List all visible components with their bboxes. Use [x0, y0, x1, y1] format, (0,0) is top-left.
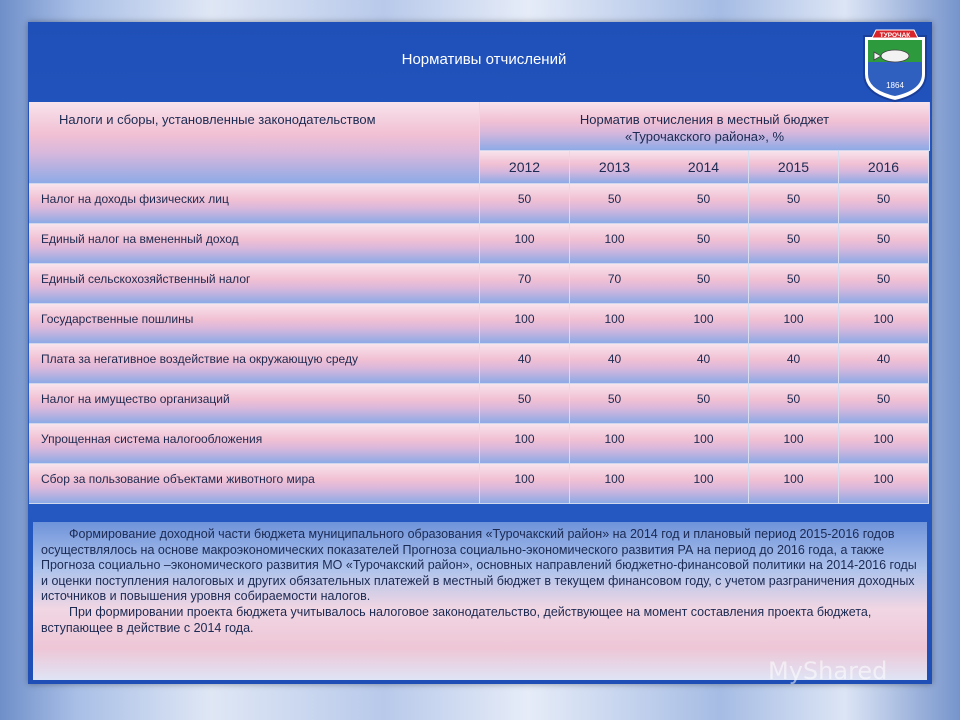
- emblem-banner-text: ТУРОЧАК: [879, 32, 911, 39]
- table-cell-value: 100: [659, 464, 749, 504]
- coat-of-arms-icon: [854, 22, 936, 102]
- table-cell-value: 100: [749, 464, 839, 504]
- year-header-2016: 2016: [839, 151, 929, 184]
- year-header-2013: 2013: [570, 151, 660, 184]
- table-cell-value: 100: [480, 424, 570, 464]
- table-cell-value: 100: [839, 304, 929, 344]
- table-row-label: Единый налог на вмененный доход: [29, 224, 480, 264]
- table-cell-value: 50: [659, 384, 749, 424]
- emblem-year-text: 1864: [886, 81, 904, 90]
- slide-title: Нормативы отчислений: [401, 51, 567, 68]
- table-cell-value: 100: [839, 424, 929, 464]
- table-cell-value: 50: [480, 184, 570, 224]
- table-cell-value: 50: [570, 184, 660, 224]
- table-cell-value: 100: [659, 424, 749, 464]
- table-cell-value: 50: [749, 224, 839, 264]
- watermark-text: MyShared: [768, 657, 888, 685]
- column-header-normative-line1: Норматив отчисления в местный бюджет: [579, 112, 830, 127]
- table-cell-value: 100: [839, 464, 929, 504]
- table-cell-value: 50: [480, 384, 570, 424]
- table-cell-value: 50: [659, 264, 749, 304]
- year-header-2012: 2012: [480, 151, 570, 184]
- table-row-label: Налог на доходы физических лиц: [29, 184, 480, 224]
- table-row-label: Налог на имущество организаций: [29, 384, 480, 424]
- description-paragraph-1: Формирование доходной части бюджета муниципального образования «Турочакский район» на 2014 год и плановый период 2015-2016 годов осуществлялось на основе макроэкономических показателей Прогноза социально-экономического развития РА на период до 2016 года, а также Прогноза социально –экономического развития МО «Турочакский район», основных направлений бюджетно-финансовой политики на 2014-2016 годы и оценки поступления налоговых и других обязательных платежей в местный бюджет в текущем финансовом году, с учетом разграничения доходных источников и повышения уровня собираемости налогов.: [41, 527, 917, 604]
- table-cell-value: 100: [570, 424, 660, 464]
- table-cell-value: 40: [659, 344, 749, 384]
- table-row-label: Государственные пошлины: [29, 304, 480, 344]
- column-header-taxes: Налоги и сборы, установленные законодательством: [29, 102, 480, 184]
- table-cell-value: 100: [570, 304, 660, 344]
- table-row-label: Упрощенная система налогообложения: [29, 424, 480, 464]
- table-cell-value: 50: [839, 264, 929, 304]
- column-header-normative: [480, 102, 930, 151]
- table-cell-value: 50: [659, 224, 749, 264]
- table-cell-value: 100: [480, 464, 570, 504]
- table-cell-value: 50: [749, 184, 839, 224]
- table-cell-value: 100: [749, 424, 839, 464]
- table-cell-value: 70: [480, 264, 570, 304]
- table-row-label: Единый сельскохозяйственный налог: [29, 264, 480, 304]
- table-cell-value: 50: [839, 224, 929, 264]
- table-cell-value: 40: [480, 344, 570, 384]
- table-cell-value: 40: [749, 344, 839, 384]
- table-cell-value: 100: [570, 464, 660, 504]
- slide: [28, 22, 932, 684]
- year-header-2015: 2015: [749, 151, 839, 184]
- description-paragraph-2: При формировании проекта бюджета учитывалось налоговое законодательство, действующее на момент составления проекта бюджета, вступающее в действие с 2014 года.: [41, 604, 872, 635]
- table-cell-value: 50: [749, 384, 839, 424]
- table-cell-value: 40: [839, 344, 929, 384]
- table-cell-value: 40: [570, 344, 660, 384]
- table-cell-value: 100: [480, 304, 570, 344]
- table-cell-value: 100: [570, 224, 660, 264]
- table-row-label: Сбор за пользование объектами животного мира: [29, 464, 480, 504]
- table-row-label: Плата за негативное воздействие на окружающую среду: [29, 344, 480, 384]
- column-header-normative-line2: «Турочакского района», %: [624, 129, 785, 144]
- table-cell-value: 50: [659, 184, 749, 224]
- table-cell-value: 50: [749, 264, 839, 304]
- year-header-2014: 2014: [659, 151, 749, 184]
- table-cell-value: 50: [839, 184, 929, 224]
- table-cell-value: 100: [480, 224, 570, 264]
- table-cell-value: 50: [839, 384, 929, 424]
- table-cell-value: 100: [749, 304, 839, 344]
- table-cell-value: 70: [570, 264, 660, 304]
- table-cell-value: 100: [659, 304, 749, 344]
- table-cell-value: 50: [570, 384, 660, 424]
